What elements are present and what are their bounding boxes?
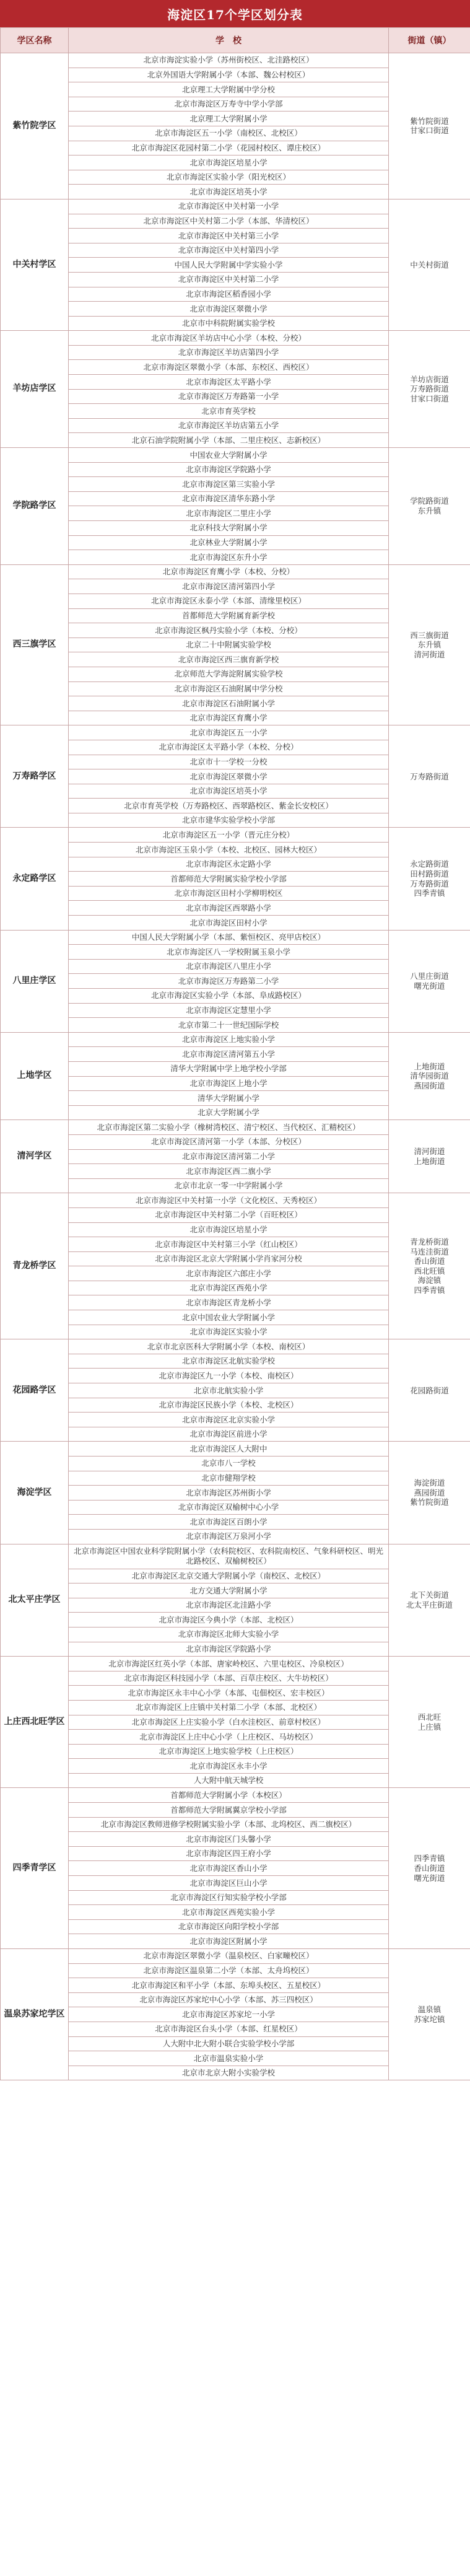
school-name: 北京理工大学附属小学	[69, 112, 389, 126]
district-name: 花园路学区	[1, 1339, 69, 1442]
district-name: 四季青学区	[1, 1788, 69, 1949]
school-name: 北京市海淀区西三旗育新学校	[69, 652, 389, 667]
school-name: 北京市海淀区西翠路小学	[69, 901, 389, 916]
district-name: 西三旗学区	[1, 564, 69, 725]
school-name: 北京市海淀区清河第四小学	[69, 579, 389, 594]
school-name: 北京市海淀区香山小学	[69, 1861, 389, 1876]
school-name: 北京市海淀区实验小学（阳光校区）	[69, 170, 389, 185]
school-name: 北京市海淀区羊坊店中心小学（本校、分校）	[69, 331, 389, 346]
table-row	[1, 930, 470, 945]
table-row	[1, 564, 470, 579]
school-name: 北京师范大学海淀附属实验学校	[69, 667, 389, 681]
district-name: 永定路学区	[1, 828, 69, 930]
street-names: 西三旗街道 东升镇 清河街道	[389, 564, 470, 725]
school-name: 北京市海淀区北洼路小学	[69, 1598, 389, 1613]
school-name: 人大附中北大附小联合实验学校小学部	[69, 2036, 389, 2051]
district-table	[0, 27, 470, 2080]
school-name: 北京市海淀区中关村第二小学（本部、华清校区）	[69, 214, 389, 229]
school-name: 北京市海淀区巨山小学	[69, 1876, 389, 1891]
table-row	[1, 1657, 470, 1671]
school-name: 北京市海淀区石油附属中学分校	[69, 681, 389, 696]
school-name: 北京市海淀区五一小学（南校区、北校区）	[69, 126, 389, 141]
school-name: 北京市海淀区清河第一小学（本部、分校区）	[69, 1134, 389, 1149]
school-name: 北京市海淀区中关村第二小学（百旺校区）	[69, 1207, 389, 1222]
school-name: 北京市海淀区永定路小学	[69, 857, 389, 872]
school-name: 北京市温泉实验小学	[69, 2051, 389, 2066]
school-name: 北京二十中附属实验学校	[69, 637, 389, 652]
table-body	[1, 53, 470, 2080]
school-name: 北京市海淀区东升小学	[69, 550, 389, 565]
school-name: 北京市海淀区田村小学	[69, 916, 389, 931]
school-name: 北京市海淀区五一小学（晋元庄分校）	[69, 828, 389, 843]
district-name: 上地学区	[1, 1032, 69, 1120]
street-names: 上地街道 清华园街道 燕园街道	[389, 1032, 470, 1120]
school-name: 北京市北京大附小实验学校	[69, 2066, 389, 2080]
table-row	[1, 1949, 470, 1964]
school-name: 北京市海淀区培星小学	[69, 156, 389, 170]
district-name: 北太平庄学区	[1, 1544, 69, 1657]
school-name: 北京市海淀区中关村第三小学（红山校区）	[69, 1237, 389, 1252]
page-title: 海淀区17个学区划分表	[0, 0, 470, 27]
school-name: 北京市海淀区中关村第三小学	[69, 229, 389, 243]
school-name: 北京市海淀区北师大实验小学	[69, 1627, 389, 1642]
school-name: 首都师范大学附属育新学校	[69, 608, 389, 623]
street-names: 青龙桥街道 马连洼街道 香山街道 西北旺镇 海淀镇 四季青镇	[389, 1193, 470, 1339]
school-name: 北京市海淀区前进小学	[69, 1427, 389, 1442]
street-names: 学院路街道 东升镇	[389, 448, 470, 565]
school-name: 北京市第二十一世纪国际学校	[69, 1018, 389, 1033]
school-name: 北京市海淀区西二旗小学	[69, 1164, 389, 1179]
district-name: 上庄西北旺学区	[1, 1657, 69, 1788]
school-name: 中国人民大学附属中学实验小学	[69, 258, 389, 273]
school-name: 北京市海淀区上地小学	[69, 1076, 389, 1091]
school-name: 北京外国语大学附属小学（本部、魏公村校区）	[69, 68, 389, 82]
school-name: 北京市海淀区青龙桥小学	[69, 1295, 389, 1310]
school-name: 北京市海淀区翠微小学	[69, 769, 389, 784]
district-name: 学院路学区	[1, 448, 69, 565]
school-name: 北京石油学院附属小学（本部、二里庄校区、志新校区）	[69, 433, 389, 448]
school-name: 北京市海淀区北航实验学校	[69, 1354, 389, 1369]
school-name: 北京市北京一零一中学附属小学	[69, 1178, 389, 1193]
school-name: 北京市海淀区学院路小学	[69, 462, 389, 477]
header-district: 学区名称	[1, 28, 69, 53]
school-name: 北京市海淀区培英小学	[69, 185, 389, 199]
school-name: 北京市海淀区石油附属小学	[69, 696, 389, 711]
street-names: 中关村街道	[389, 199, 470, 330]
street-names: 花园路街道	[389, 1339, 470, 1442]
school-name: 北京市北航实验小学	[69, 1383, 389, 1398]
school-name: 北方交通大学附属小学	[69, 1584, 389, 1598]
school-name: 北京市海淀区羊坊店第五小学	[69, 418, 389, 433]
school-name: 人大附中航天城学校	[69, 1773, 389, 1788]
school-name: 北京市海淀区八一学校附属玉泉小学	[69, 945, 389, 960]
school-name: 北京市北京医科大学附属小学（本校、南校区）	[69, 1339, 389, 1354]
school-name: 北京市海淀区上庄镇中关村第二小学（本部、北校区）	[69, 1700, 389, 1715]
school-name: 北京市海淀区翠微小学	[69, 302, 389, 317]
school-name: 北京市海淀区玉泉小学（本校、北校区、园林大校区）	[69, 843, 389, 857]
school-name: 北京市海淀区上庄实验小学（白水洼校区、前章村校区）	[69, 1715, 389, 1730]
school-name: 北京市海淀实验小学（苏州街校区、北洼路校区）	[69, 53, 389, 68]
school-name: 中国人民大学附属小学（本部、紫恒校区、亮甲店校区）	[69, 930, 389, 945]
table-header-row	[1, 28, 470, 53]
district-name: 羊坊店学区	[1, 331, 69, 448]
district-name: 海淀学区	[1, 1442, 69, 1544]
street-names: 西北旺 上庄镇	[389, 1657, 470, 1788]
street-names: 北下关街道 北太平庄街道	[389, 1544, 470, 1657]
school-name: 北京市海淀区花园村第二小学（花园村校区、谭庄校区）	[69, 141, 389, 156]
street-names: 紫竹院街道 甘家口街道	[389, 53, 470, 199]
table-row	[1, 828, 470, 843]
street-names: 万寿路街道	[389, 725, 470, 828]
school-name: 北京市海淀区人大附中	[69, 1442, 389, 1457]
table-row	[1, 53, 470, 68]
district-name: 清河学区	[1, 1120, 69, 1193]
street-names: 永定路街道 田村路街道 万寿路街道 四季青镇	[389, 828, 470, 930]
school-name: 北京市海淀区二里庄小学	[69, 506, 389, 521]
school-name: 北京市中科院附属实验学校	[69, 316, 389, 331]
school-name: 首都师范大学附属翼京学校小学部	[69, 1803, 389, 1818]
district-name: 万寿路学区	[1, 725, 69, 828]
school-name: 北京市海淀区万寿路第一小学	[69, 389, 389, 404]
school-name: 北京中国农业大学附属小学	[69, 1310, 389, 1325]
table-row	[1, 1788, 470, 1803]
school-name: 清华大学附属中学上地学校小学部	[69, 1061, 389, 1076]
table-row	[1, 1544, 470, 1569]
table-row	[1, 199, 470, 214]
school-name: 北京市海淀区台头小学（本部、红星校区）	[69, 2022, 389, 2036]
school-name: 北京市海淀区中关村第一小学（文化校区、天秀校区）	[69, 1193, 389, 1208]
school-name: 北京市海淀区中国农业科学院附属小学（农科院校区、农科院南校区、气象科研校区、明光北路校区、双榆树校区）	[69, 1544, 389, 1569]
school-name: 北京市育英学校（万寿路校区、西翠路校区、紫金长安校区）	[69, 799, 389, 813]
school-name: 北京市海淀区实验小学（本部、阜成路校区）	[69, 989, 389, 1004]
district-name: 青龙桥学区	[1, 1193, 69, 1339]
school-name: 北京市海淀区西苑小学	[69, 1281, 389, 1295]
school-name: 北京市海淀区北京实验小学	[69, 1413, 389, 1427]
school-name: 北京市海淀区定慧里小学	[69, 1003, 389, 1018]
street-names: 温泉镇 苏家坨镇	[389, 1949, 470, 2080]
school-name: 北京市海淀区苏家坨一小学	[69, 2007, 389, 2022]
school-name: 北京市海淀区枫丹实验小学（本校、分校）	[69, 623, 389, 638]
school-name: 北京市海淀区向阳学校小学部	[69, 1919, 389, 1934]
district-name: 紫竹院学区	[1, 53, 69, 199]
school-name: 北京市海淀区太平路小学（本校、分校）	[69, 740, 389, 755]
school-name: 首都师范大学附属实验学校小学部	[69, 872, 389, 887]
school-name: 北京市海淀区清河第二小学	[69, 1149, 389, 1164]
school-name: 北京市海淀区五一小学	[69, 725, 389, 740]
school-name: 北京市海淀区门头馨小学	[69, 1832, 389, 1847]
school-name: 北京市海淀区科技园小学（本部、百草庄校区、大牛坊校区）	[69, 1671, 389, 1686]
school-name: 北京市海淀区苏州街小学	[69, 1486, 389, 1500]
street-names: 海淀街道 燕园街道 紫竹院街道	[389, 1442, 470, 1544]
school-name: 北京市海淀区永泰小学（本部、清缘里校区）	[69, 594, 389, 608]
school-name: 北京市海淀区六郎庄小学	[69, 1266, 389, 1281]
school-name: 北京市海淀区北京大学附属小学肖家河分校	[69, 1251, 389, 1266]
school-name: 北京市海淀区附属小学	[69, 1934, 389, 1949]
school-name: 北京市海淀区双榆树中心小学	[69, 1500, 389, 1515]
district-name: 八里庄学区	[1, 930, 69, 1032]
table-row	[1, 448, 470, 463]
school-name: 北京市海淀区永丰小学	[69, 1759, 389, 1774]
school-name: 北京市海淀区四王府小学	[69, 1846, 389, 1861]
street-names: 四季青镇 香山街道 曙光街道	[389, 1788, 470, 1949]
table-row	[1, 725, 470, 740]
school-name: 北京市海淀区万泉河小学	[69, 1529, 389, 1544]
school-name: 北京市海淀区培星小学	[69, 1222, 389, 1237]
school-name: 北京市海淀区实验小学	[69, 1325, 389, 1339]
school-name: 北京市海淀区八里庄小学	[69, 959, 389, 974]
table-row	[1, 1442, 470, 1457]
school-name: 北京市海淀区北京交通大学附属小学（南校区、北校区）	[69, 1569, 389, 1584]
school-name: 北京市海淀区行知实验学校小学部	[69, 1890, 389, 1905]
school-name: 北京市海淀区九一小学（本校、南校区）	[69, 1369, 389, 1383]
header-street: 街道（镇）	[389, 28, 470, 53]
school-name: 北京市海淀区永丰中心小学（本部、屯佃校区、宏丰校区）	[69, 1686, 389, 1701]
school-name: 北京市海淀区和平小学（本部、东埠头校区、五星校区）	[69, 1978, 389, 1993]
table-row	[1, 1032, 470, 1047]
school-name: 北京市海淀区翠微小学（本部、东校区、西校区）	[69, 360, 389, 375]
school-name: 北京市海淀区中关村第一小学	[69, 199, 389, 214]
school-name: 北京市育英学校	[69, 404, 389, 419]
school-name: 北京市海淀区教师进修学校附属实验小学（本部、北坞校区、西二旗校区）	[69, 1817, 389, 1832]
school-name: 北京市海淀区上地实验学校（上庄校区）	[69, 1744, 389, 1759]
school-name: 北京科技大学附属小学	[69, 521, 389, 536]
school-name: 北京市海淀区万寿路第二小学	[69, 974, 389, 989]
school-name: 北京市海淀区第二实验小学（橡树湾校区、清宁校区、当代校区、汇精校区）	[69, 1120, 389, 1135]
street-names: 清河街道 上地街道	[389, 1120, 470, 1193]
school-name: 北京林业大学附属小学	[69, 535, 389, 550]
street-names: 八里庄街道 曙光街道	[389, 930, 470, 1032]
school-name: 北京市八一学校	[69, 1457, 389, 1471]
school-name: 北京市海淀区红英小学（本部、唐家岭校区、六里屯校区、冷泉校区）	[69, 1657, 389, 1671]
school-name: 北京市海淀区上地实验小学	[69, 1032, 389, 1047]
school-name: 北京大学附属小学	[69, 1105, 389, 1120]
school-name: 北京理工大学附属中学分校	[69, 82, 389, 97]
school-name: 北京市海淀区万寿寺中学小学部	[69, 97, 389, 112]
school-name: 北京市海淀区今典小学（本部、北校区）	[69, 1613, 389, 1628]
school-name: 北京市海淀区上庄中心小学（上庄校区、马坊校区）	[69, 1730, 389, 1745]
school-name: 北京市海淀区温泉第二小学（本部、太舟坞校区）	[69, 1963, 389, 1978]
school-name: 北京市海淀区中关村第二小学	[69, 272, 389, 287]
header-school: 学 校	[69, 28, 389, 53]
school-name: 北京市海淀区太平路小学	[69, 375, 389, 390]
school-name: 北京市海淀区清华东路小学	[69, 491, 389, 506]
school-name: 北京市海淀区稻香园小学	[69, 287, 389, 302]
school-name: 北京市海淀区学院路小学	[69, 1642, 389, 1657]
school-name: 北京市海淀区中关村第四小学	[69, 243, 389, 258]
school-name: 北京市十一学校一分校	[69, 755, 389, 769]
school-name: 北京市海淀区羊坊店第四小学	[69, 345, 389, 360]
school-name: 北京市建华实验学校小学部	[69, 813, 389, 828]
school-name: 首都师范大学附属小学（本校区）	[69, 1788, 389, 1803]
school-name: 清华大学附属小学	[69, 1091, 389, 1106]
district-name: 温泉苏家坨学区	[1, 1949, 69, 2080]
school-name: 北京市海淀区民族小学（本校、北校区）	[69, 1398, 389, 1413]
school-name: 北京市海淀区翠微小学（温泉校区、白家疃校区）	[69, 1949, 389, 1964]
school-name: 中国农业大学附属小学	[69, 448, 389, 463]
school-name: 北京市海淀区田村小学柳明校区	[69, 886, 389, 901]
table-row	[1, 1120, 470, 1135]
table-row	[1, 1339, 470, 1354]
school-name: 北京市海淀区育鹰小学	[69, 711, 389, 725]
school-name: 北京市海淀区培英小学	[69, 784, 389, 799]
school-name: 北京市海淀区百朗小学	[69, 1515, 389, 1530]
school-name: 北京市海淀区第三实验小学	[69, 477, 389, 492]
street-names: 羊坊店街道 万寿路街道 甘家口街道	[389, 331, 470, 448]
school-name: 北京市海淀区清河第五小学	[69, 1047, 389, 1062]
school-name: 北京市海淀区育鹰小学（本校、分校）	[69, 564, 389, 579]
school-name: 北京市海淀区苏家坨中心小学（本部、苏三四校区）	[69, 1992, 389, 2007]
school-name: 北京市海淀区西苑实验小学	[69, 1905, 389, 1920]
school-name: 北京市健翔学校	[69, 1471, 389, 1486]
district-name: 中关村学区	[1, 199, 69, 330]
table-row	[1, 1193, 470, 1208]
table-row	[1, 331, 470, 346]
